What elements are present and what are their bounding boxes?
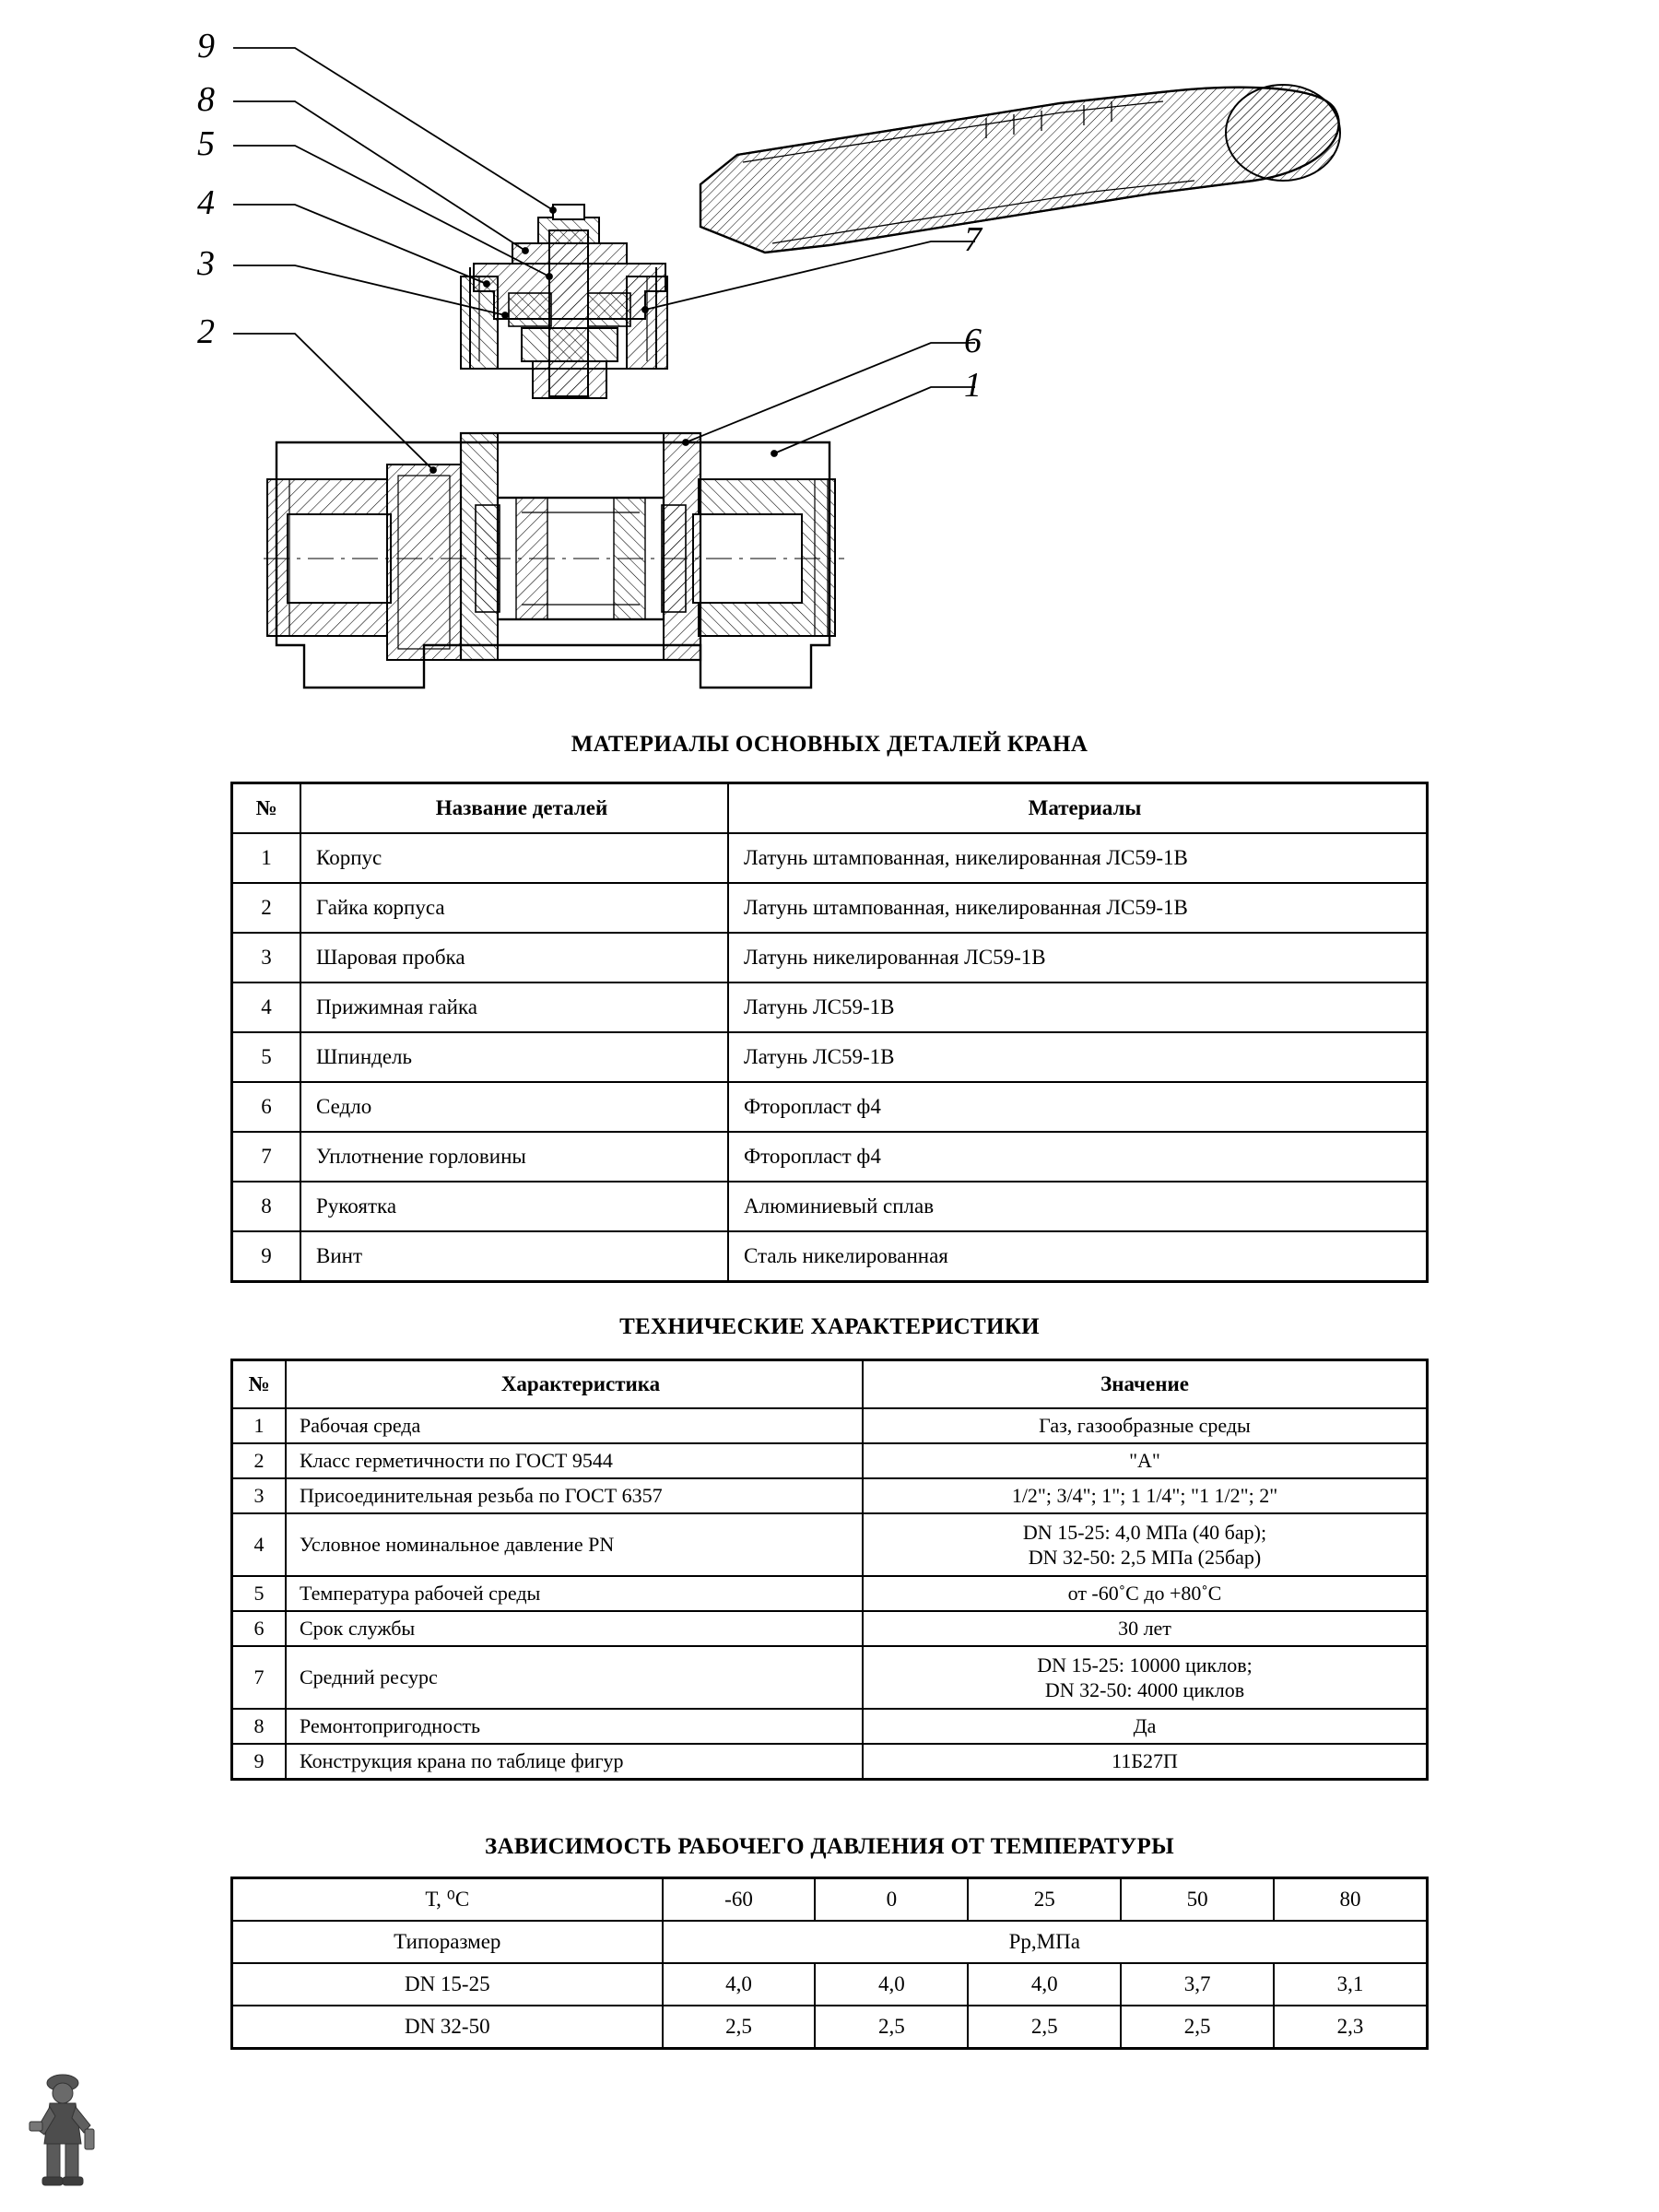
table-row <box>232 883 1428 933</box>
size-label: Типоразмер <box>232 1921 663 1963</box>
tech-row-number: 2 <box>232 1443 287 1478</box>
material-part-name: Шпиндель <box>300 1032 728 1082</box>
temperature-value: -60 <box>663 1878 816 1922</box>
materials-header-num: № <box>232 783 301 834</box>
tech-table <box>230 1359 1429 1781</box>
tech-row-number: 1 <box>232 1408 287 1443</box>
table-row <box>232 1408 1428 1443</box>
table-row <box>232 1231 1428 1282</box>
tech-characteristic: Условное номинальное давление PN <box>286 1513 863 1576</box>
tech-characteristic: Ремонтопригодность <box>286 1709 863 1744</box>
callout-7: 7 <box>964 220 982 259</box>
material-value: Фторопласт ф4 <box>728 1082 1428 1132</box>
material-part-name: Прижимная гайка <box>300 982 728 1032</box>
pressure-row-name: DN 15-25 <box>232 1963 663 2006</box>
tech-section-title: ТЕХНИЧЕСКИЕ ХАРАКТЕРИСТИКИ <box>619 1314 1040 1339</box>
material-part-name: Шаровая пробка <box>300 933 728 982</box>
temperature-value: 25 <box>968 1878 1121 1922</box>
material-value: Латунь штампованная, никелированная ЛС59-1В <box>728 883 1428 933</box>
tech-value: DN 15-25: 4,0 МПа (40 бар); DN 32-50: 2,5 МПа (25бар) <box>863 1513 1428 1576</box>
tech-value: Газ, газообразные среды <box>863 1408 1428 1443</box>
material-part-name: Рукоятка <box>300 1182 728 1231</box>
tech-value: "А" <box>863 1443 1428 1478</box>
material-row-number: 6 <box>232 1082 301 1132</box>
tech-characteristic: Средний ресурс <box>286 1646 863 1709</box>
pressure-value: 2,5 <box>815 2006 968 2049</box>
table-row <box>232 1878 1428 1922</box>
tech-characteristic: Рабочая среда <box>286 1408 863 1443</box>
callout-4: 4 <box>197 183 215 222</box>
tech-characteristic: Присоединительная резьба по ГОСТ 6357 <box>286 1478 863 1513</box>
pressure-temperature-table <box>230 1877 1429 2050</box>
table-row <box>232 1132 1428 1182</box>
pressure-value: 3,1 <box>1274 1963 1427 2006</box>
pressure-value: 2,5 <box>1121 2006 1274 2049</box>
material-part-name: Гайка корпуса <box>300 883 728 933</box>
pressure-value: 4,0 <box>815 1963 968 2006</box>
table-row <box>232 1576 1428 1611</box>
material-value: Алюминиевый сплав <box>728 1182 1428 1231</box>
pressure-unit-label: Рр,МПа <box>663 1921 1428 1963</box>
tech-row-number: 6 <box>232 1611 287 1646</box>
table-row <box>232 1921 1428 1963</box>
tech-row-number: 7 <box>232 1646 287 1709</box>
table-row <box>232 933 1428 982</box>
callout-3: 3 <box>197 244 215 283</box>
material-value: Латунь никелированная ЛС59-1В <box>728 933 1428 982</box>
table-row <box>232 833 1428 883</box>
tech-value: 30 лет <box>863 1611 1428 1646</box>
callout-5: 5 <box>197 124 215 163</box>
materials-table <box>230 782 1429 1283</box>
material-row-number: 4 <box>232 982 301 1032</box>
temperature-value: 80 <box>1274 1878 1427 1922</box>
tech-header-value: Значение <box>863 1360 1428 1409</box>
tech-row-number: 5 <box>232 1576 287 1611</box>
tech-row-number: 3 <box>232 1478 287 1513</box>
material-part-name: Уплотнение горловины <box>300 1132 728 1182</box>
tech-characteristic: Срок службы <box>286 1611 863 1646</box>
tech-value: Да <box>863 1709 1428 1744</box>
material-part-name: Винт <box>300 1231 728 1282</box>
table-row <box>232 1443 1428 1478</box>
material-row-number: 3 <box>232 933 301 982</box>
tech-row-number: 9 <box>232 1744 287 1780</box>
material-value: Латунь ЛС59-1В <box>728 1032 1428 1082</box>
temperature-value: 0 <box>815 1878 968 1922</box>
table-header-row <box>232 783 1428 834</box>
tech-characteristic: Класс герметичности по ГОСТ 9544 <box>286 1443 863 1478</box>
callout-2: 2 <box>197 312 215 351</box>
material-value: Латунь штампованная, никелированная ЛС59-1В <box>728 833 1428 883</box>
callout-6: 6 <box>964 322 982 360</box>
callout-9: 9 <box>197 27 215 65</box>
material-part-name: Седло <box>300 1082 728 1132</box>
tech-value: DN 15-25: 10000 циклов; DN 32-50: 4000 циклов <box>863 1646 1428 1709</box>
materials-header-name: Название деталей <box>300 783 728 834</box>
table-row <box>232 1513 1428 1576</box>
material-row-number: 8 <box>232 1182 301 1231</box>
table-row <box>232 1963 1428 2006</box>
material-part-name: Корпус <box>300 833 728 883</box>
tech-characteristic: Температура рабочей среды <box>286 1576 863 1611</box>
material-value: Латунь ЛС59-1В <box>728 982 1428 1032</box>
callout-8: 8 <box>197 80 215 119</box>
table-row <box>232 1082 1428 1132</box>
tech-header-characteristic: Характеристика <box>286 1360 863 1409</box>
plumber-mascot-icon <box>17 2065 127 2203</box>
materials-section-title: МАТЕРИАЛЫ ОСНОВНЫХ ДЕТАЛЕЙ КРАНА <box>571 732 1088 757</box>
pressure-value: 4,0 <box>663 1963 816 2006</box>
materials-header-material: Материалы <box>728 783 1428 834</box>
table-header-row <box>232 1360 1428 1409</box>
table-row <box>232 2006 1428 2049</box>
tech-value: от -60˚С до +80˚С <box>863 1576 1428 1611</box>
tech-value: 11Б27П <box>863 1744 1428 1780</box>
pressure-value: 2,5 <box>968 2006 1121 2049</box>
material-row-number: 7 <box>232 1132 301 1182</box>
ball-valve-sectional-drawing <box>0 0 1659 728</box>
pressure-value: 3,7 <box>1121 1963 1274 2006</box>
material-row-number: 2 <box>232 883 301 933</box>
temperature-value: 50 <box>1121 1878 1274 1922</box>
tech-row-number: 4 <box>232 1513 287 1576</box>
callout-1: 1 <box>964 366 982 405</box>
material-value: Фторопласт ф4 <box>728 1132 1428 1182</box>
table-row <box>232 982 1428 1032</box>
material-row-number: 5 <box>232 1032 301 1082</box>
material-row-number: 1 <box>232 833 301 883</box>
pressure-section-title: ЗАВИСИМОСТЬ РАБОЧЕГО ДАВЛЕНИЯ ОТ ТЕМПЕРАТУРЫ <box>485 1834 1174 1859</box>
table-row <box>232 1478 1428 1513</box>
tech-header-num: № <box>232 1360 287 1409</box>
temperature-label: Т, ⁰С <box>232 1878 663 1922</box>
material-value: Сталь никелированная <box>728 1231 1428 1282</box>
table-row <box>232 1182 1428 1231</box>
pressure-value: 4,0 <box>968 1963 1121 2006</box>
table-row <box>232 1646 1428 1709</box>
table-row <box>232 1611 1428 1646</box>
table-row <box>232 1744 1428 1780</box>
pressure-row-name: DN 32-50 <box>232 2006 663 2049</box>
tech-characteristic: Конструкция крана по таблице фигур <box>286 1744 863 1780</box>
pressure-value: 2,3 <box>1274 2006 1427 2049</box>
table-row <box>232 1032 1428 1082</box>
tech-value: 1/2"; 3/4"; 1"; 1 1/4"; "1 1/2"; 2" <box>863 1478 1428 1513</box>
material-row-number: 9 <box>232 1231 301 1282</box>
table-row <box>232 1709 1428 1744</box>
tech-row-number: 8 <box>232 1709 287 1744</box>
pressure-value: 2,5 <box>663 2006 816 2049</box>
